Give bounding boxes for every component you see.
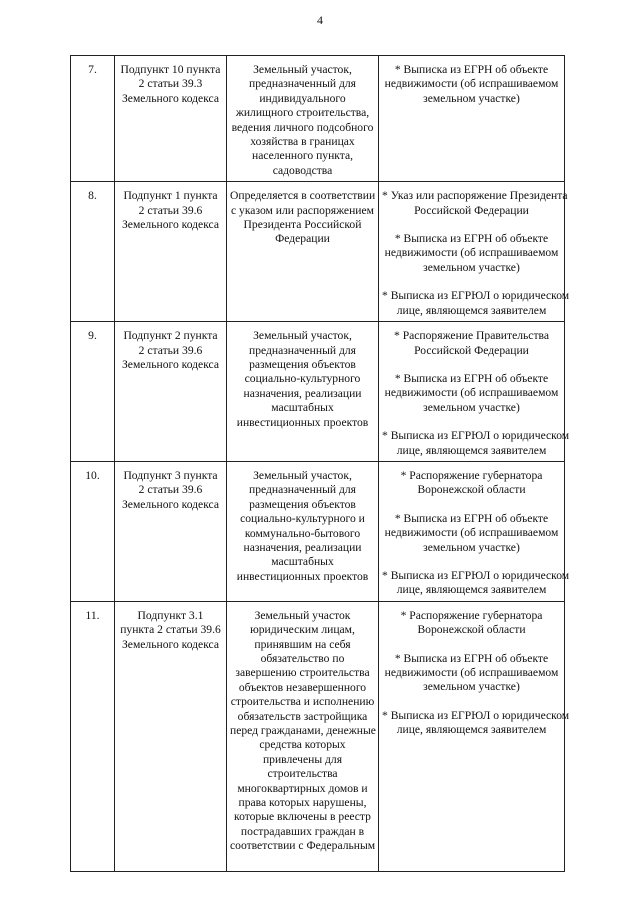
land-purpose-line: Земельный участок <box>254 608 351 622</box>
document-line: земельном участке) <box>423 540 520 554</box>
land-purpose-line: социально-культурного <box>244 372 361 386</box>
land-purpose-line: социально-культурного и <box>240 512 365 526</box>
legal-basis-line: 2 статьи 39.6 <box>138 483 203 497</box>
land-purpose-line: перед гражданами, денежные <box>230 724 376 738</box>
document-line: Воронежской области <box>417 483 526 497</box>
document-line: земельном участке) <box>423 91 520 105</box>
land-purpose-line: назначения, реализации <box>243 540 362 554</box>
land-purpose-line: пострадавших граждан в <box>240 824 365 838</box>
land-purpose-line: Федерации <box>275 232 330 246</box>
document-line: недвижимости (об испрашиваемом <box>384 77 559 91</box>
legal-basis-line: Земельного кодекса <box>121 91 219 105</box>
land-purpose-cell <box>227 461 379 601</box>
row-number-cell: 9. <box>71 322 115 462</box>
table-row <box>71 322 565 462</box>
land-purpose-cell <box>227 56 379 182</box>
land-purpose-line: предназначенный для <box>248 77 356 91</box>
document-line: лице, являющемся заявителем <box>396 583 547 597</box>
document-item <box>382 63 561 106</box>
legal-basis-line: 2 статьи 39.6 <box>138 343 203 357</box>
document-line: земельном участке) <box>423 680 520 694</box>
document-line: * Выписка из ЕГРН об объекте <box>394 232 549 246</box>
land-purpose-line: инвестиционных проектов <box>236 569 369 583</box>
document-line: Российской Федерации <box>414 343 529 357</box>
document-line: земельном участке) <box>423 400 520 414</box>
land-purpose-line: назначения, реализации <box>243 386 362 400</box>
document-item <box>382 429 570 458</box>
document-line: лице, являющемся заявителем <box>396 723 547 737</box>
required-documents-cell <box>379 182 570 322</box>
document-line: * Выписка из ЕГРН об объекте <box>394 651 549 665</box>
document-line: * Распоряжение губернатора <box>400 608 543 622</box>
legal-basis-line: Подпункт 1 пункта <box>123 189 218 203</box>
row-number-cell: 10. <box>71 461 115 601</box>
land-purpose-line: обязательств застройщика <box>237 709 368 723</box>
legal-basis-line: Подпункт 2 пункта <box>123 329 218 343</box>
legal-basis-line: 2 статьи 39.6 <box>138 203 203 217</box>
land-purpose-line: предназначенный для <box>248 483 356 497</box>
legal-basis-line: Земельного кодекса <box>121 637 219 651</box>
document-item <box>382 708 570 738</box>
legal-basis-line: Земельного кодекса <box>121 357 219 371</box>
land-purpose-line: строительства и исполнению <box>230 695 375 709</box>
land-purpose-line: с указом или распоряжением <box>231 203 374 217</box>
table-row <box>71 182 565 322</box>
row-number-cell: 7. <box>71 56 115 182</box>
legal-basis-line: 2 статьи 39.3 <box>138 77 203 91</box>
land-purpose-line: индивидуального <box>259 91 346 105</box>
document-line: * Выписка из ЕГРН об объекте <box>394 511 549 525</box>
land-purpose-line: населенного пункта, <box>251 149 354 163</box>
document-item <box>382 329 561 358</box>
land-purpose-line: Земельный участок, <box>253 63 352 76</box>
legal-basis-cell <box>115 461 227 601</box>
row-number-cell: 11. <box>71 601 115 871</box>
required-documents-cell <box>379 601 570 871</box>
land-purpose-line: размещения объектов <box>249 497 356 511</box>
document-line: недвижимости (об испрашиваемом <box>384 386 559 400</box>
document-line: * Выписка из ЕГРЮЛ о юридическом <box>382 429 570 443</box>
document-line: земельном участке) <box>423 260 520 274</box>
legal-basis-line: Подпункт 10 пункта <box>120 63 221 76</box>
document-line: * Выписка из ЕГРЮЛ о юридическом <box>382 289 570 303</box>
land-purpose-line: принявшим на себя <box>254 637 351 651</box>
land-purpose-line: коммунально-бытового <box>244 526 361 540</box>
land-purpose-line: Президента Российской <box>243 218 362 232</box>
document-line: недвижимости (об испрашиваемом <box>384 666 559 679</box>
document-line: * Выписка из ЕГРН об объекте <box>394 63 549 76</box>
document-line: * Указ или распоряжение Президента <box>382 189 568 203</box>
legal-basis-line: Подпункт 3 пункта <box>123 468 218 482</box>
land-purpose-line: соответствии с Федеральным <box>230 839 376 853</box>
required-documents-cell <box>379 56 565 182</box>
document-item <box>382 469 561 498</box>
land-purpose-line: которые включены в реестр <box>234 810 371 824</box>
land-purpose-line: объектов незавершенного <box>238 680 367 694</box>
documents-table <box>70 55 570 872</box>
table-body <box>71 56 570 872</box>
document-line: * Распоряжение Правительства <box>394 329 549 343</box>
land-purpose-line: обязательство по <box>260 652 345 665</box>
document-item <box>382 189 568 218</box>
document-item <box>382 652 561 695</box>
land-purpose-line: права которых нарушены, <box>238 796 367 810</box>
land-purpose-line: ведения личного подсобного <box>231 120 374 134</box>
document-line: лице, являющемся заявителем <box>396 303 547 317</box>
document-line: Российской Федерации <box>414 203 529 217</box>
document-line: лице, являющемся заявителем <box>396 443 547 457</box>
land-purpose-line: размещения объектов <box>249 357 356 371</box>
legal-basis-line: Земельного кодекса <box>121 497 219 511</box>
land-purpose-line: юридическим лицам, <box>250 623 355 637</box>
document-line: * Выписка из ЕГРН об объекте <box>394 371 549 385</box>
document-line: недвижимости (об испрашиваемом <box>384 246 559 260</box>
land-purpose-line: масштабных <box>271 555 334 569</box>
document-line: Воронежской области <box>417 623 526 637</box>
land-purpose-line: Определяется в соответствии <box>230 189 376 203</box>
document-item <box>382 232 561 275</box>
land-purpose-line: Земельный участок, <box>253 468 352 482</box>
row-number-cell: 8. <box>71 182 115 322</box>
land-purpose-line: инвестиционных проектов <box>236 415 369 429</box>
table-row <box>71 601 565 871</box>
legal-basis-line: пункта 2 статьи 39.6 <box>120 623 221 637</box>
document-item <box>382 609 561 638</box>
land-purpose-line: привлечены для <box>262 752 343 766</box>
land-purpose-cell <box>227 182 379 322</box>
legal-basis-line: Земельного кодекса <box>121 218 219 232</box>
legal-basis-cell <box>115 56 227 182</box>
document-item <box>382 512 561 555</box>
land-purpose-cell <box>227 322 379 462</box>
document-line: недвижимости (об испрашиваемом <box>384 526 559 540</box>
table-row <box>71 56 565 182</box>
land-purpose-cell <box>227 601 379 871</box>
land-purpose-line: завершению строительства <box>235 666 370 680</box>
land-purpose-line: масштабных <box>271 401 334 415</box>
land-purpose-line: строительства <box>267 767 338 781</box>
document-line: * Выписка из ЕГРЮЛ о юридическом <box>382 568 570 582</box>
document-item <box>382 568 570 598</box>
document-line: * Распоряжение губернатора <box>400 468 543 482</box>
land-purpose-line: многоквартирных домов и <box>237 781 368 795</box>
document-line: * Выписка из ЕГРЮЛ о юридическом <box>382 708 570 722</box>
page-number: 4 <box>317 13 323 27</box>
legal-basis-line: Подпункт 3.1 <box>137 608 204 622</box>
table-row <box>71 461 565 601</box>
land-purpose-line: садоводства <box>272 163 333 177</box>
land-purpose-line: жилищного строительства, <box>235 106 370 120</box>
required-documents-cell <box>379 322 570 462</box>
land-purpose-line: Земельный участок, <box>253 329 352 343</box>
document-item <box>382 289 570 318</box>
land-purpose-line: хозяйства в границах <box>250 135 355 149</box>
land-purpose-line: предназначенный для <box>248 343 356 357</box>
document-item <box>382 372 561 415</box>
land-purpose-line: средства которых <box>259 738 346 752</box>
required-documents-cell <box>379 461 570 601</box>
legal-basis-cell <box>115 182 227 322</box>
legal-basis-cell <box>115 322 227 462</box>
legal-basis-cell <box>115 601 227 871</box>
